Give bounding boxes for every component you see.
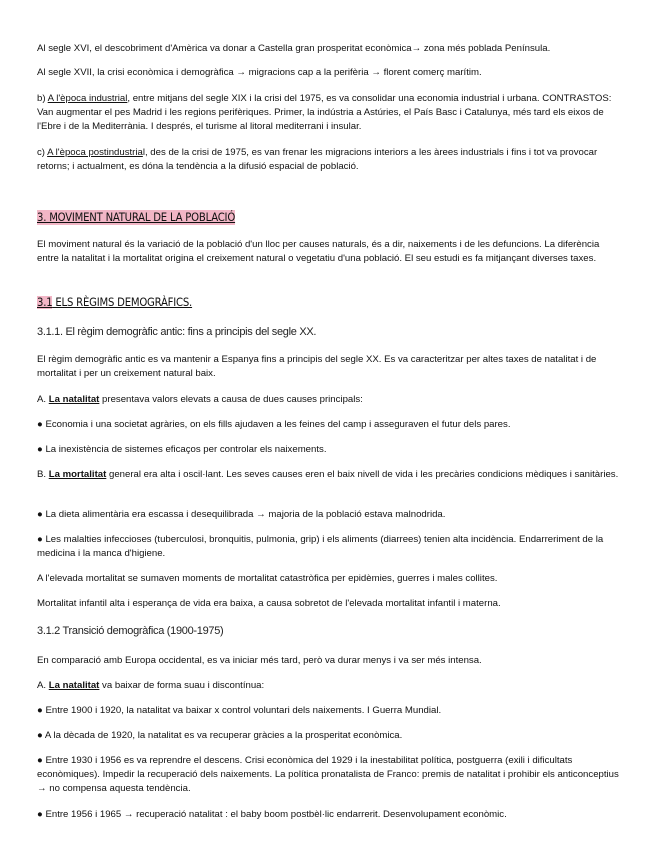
natalitat-label-2: La natalitat: [48, 680, 100, 691]
natalitat-line-2: [37, 679, 622, 693]
postindustrial-label: A l'època postindustria: [47, 147, 143, 158]
section-31-number: 3.1: [37, 296, 53, 309]
paragraph-industrial: [37, 92, 622, 134]
list-marker: c): [37, 147, 48, 158]
list-item: ● Entre 1930 i 1956 es va reprendre el descens. Crisi econòmica del 1929 i la inestabilitat política, postguerra (exili i dificultats econòmiques). Impedir la recuperació dels naixements. La política pronatalista de Franco: premis de natalitat i prohibir els anticonceptius → no compensa aquesta tendència.: [37, 755, 619, 794]
list-item: ● Entre 1900 i 1920, la natalitat va baixar x control voluntari dels naixements. I Guerra Mundial.: [37, 705, 442, 716]
natalitat-label: La natalitat: [48, 394, 100, 405]
section-312-heading: 3.1.2 Transició demogràfica (1900-1975): [37, 625, 224, 637]
section-3-heading: [37, 211, 622, 225]
mortalitat-label: La mortalitat: [48, 469, 107, 480]
industrial-text: , entre mitjans del segle XIX i la crisi del 1975, es va consolidar una economia industrial i urbana. CONTRASTOS: Van augmentar el pes Madrid i les regions perifèriques. Primer, la indústria a Astúries, el País Basc i Catalunya, més tard els eixos de l'Ebre i de la Mediterrània. I després, el turisme al litoral mediterrani i insular.: [37, 93, 612, 132]
industrial-label: A l'època industrial: [47, 93, 128, 104]
paragraph-xvi: Al segle XVI, el descobriment d'Amèrica va donar a Castella gran prosperitat econòmica→ zona més poblada Península.: [37, 43, 551, 54]
list-marker: A.: [37, 394, 49, 405]
section-312-intro: En comparació amb Europa occidental, es va iniciar més tard, però va durar menys i va ser més intensa.: [37, 655, 482, 666]
paragraph-catastrofica: A l'elevada mortalitat se sumaven moments de mortalitat catastròfica per epidèmies, guerres i males collites.: [37, 573, 498, 584]
list-item: ● Les malalties infeccioses (tuberculosi, bronquitis, pulmonia, grip) i els aliments (diarrees) tenien alta incidència. Endarreriment de la medicina i la manca d'higiene.: [37, 534, 604, 559]
section-3-body: El moviment natural és la variació de la població d'un lloc per causes naturals, és a dir, naixements i de les defuncions. La diferència entre la natalitat i la mortalitat origina el creixement natural o vegetatiu d'una població. El seu estudi es fa mitjançant diverses taxes.: [37, 239, 600, 264]
list-marker: B.: [37, 469, 49, 480]
section-3-title: 3. MOVIMENT NATURAL DE LA POBLACIÓ: [37, 211, 236, 224]
paragraph-postindustrial: [37, 146, 622, 174]
postindustrial-text: l, des de la crisi de 1975, es van frenar les migracions interiors a les àrees industrials i fins i tot va provocar retorns; i actualment, es dóna la tendència a la difusió espacial de població.: [37, 147, 598, 172]
list-item: ● Economia i una societat agràries, on els fills ajudaven a les feines del camp i asseguraven el futur dels pares.: [37, 419, 511, 430]
list-item: ● La inexistència de sistemes eficaços per controlar els naixements.: [37, 444, 327, 455]
list-item: ● Entre 1956 i 1965 → recuperació natalitat : el baby boom postbèl·lic endarrerit. Desenvolupament econòmic.: [37, 809, 507, 820]
list-marker: b): [37, 93, 48, 104]
section-31-title: ELS RÈGIMS DEMOGRÀFICS.: [52, 296, 193, 309]
list-marker: A.: [37, 680, 49, 691]
natalitat-text: presentava valors elevats a causa de dues causes principals:: [99, 394, 363, 405]
list-item: ● A la dècada de 1920, la natalitat es va recuperar gràcies a la prosperitat econòmica.: [37, 730, 403, 741]
natalitat-line: [37, 393, 622, 407]
section-311-heading: 3.1.1. El règim demogràfic antic: fins a principis del segle XX.: [37, 326, 317, 338]
paragraph-infantil: Mortalitat infantil alta i esperança de vida era baixa, a causa sobretot de l'elevada mortalitat infantil i materna.: [37, 598, 501, 609]
section-31-heading: [37, 296, 622, 310]
natalitat-text-2: va baixar de forma suau i discontínua:: [99, 680, 265, 691]
list-item: ● La dieta alimentària era escassa i desequilibrada → majoria de la població estava malnodrida.: [37, 509, 446, 520]
paragraph-xvii: Al segle XVII, la crisi econòmica i demogràfica → migracions cap a la perifèria → florent comerç marítim.: [37, 67, 482, 78]
mortalitat-text: general era alta i oscil·lant. Les seves causes eren el baix nivell de vida i les precàries condicions mèdiques i sanitàries.: [106, 469, 619, 480]
mortalitat-paragraph: [37, 468, 622, 482]
section-311-intro: El règim demogràfic antic es va mantenir a Espanya fins a principis del segle XX. Es va caracteritzar per altes taxes de natalitat i de mortalitat i per un creixement natural baix.: [37, 354, 597, 379]
